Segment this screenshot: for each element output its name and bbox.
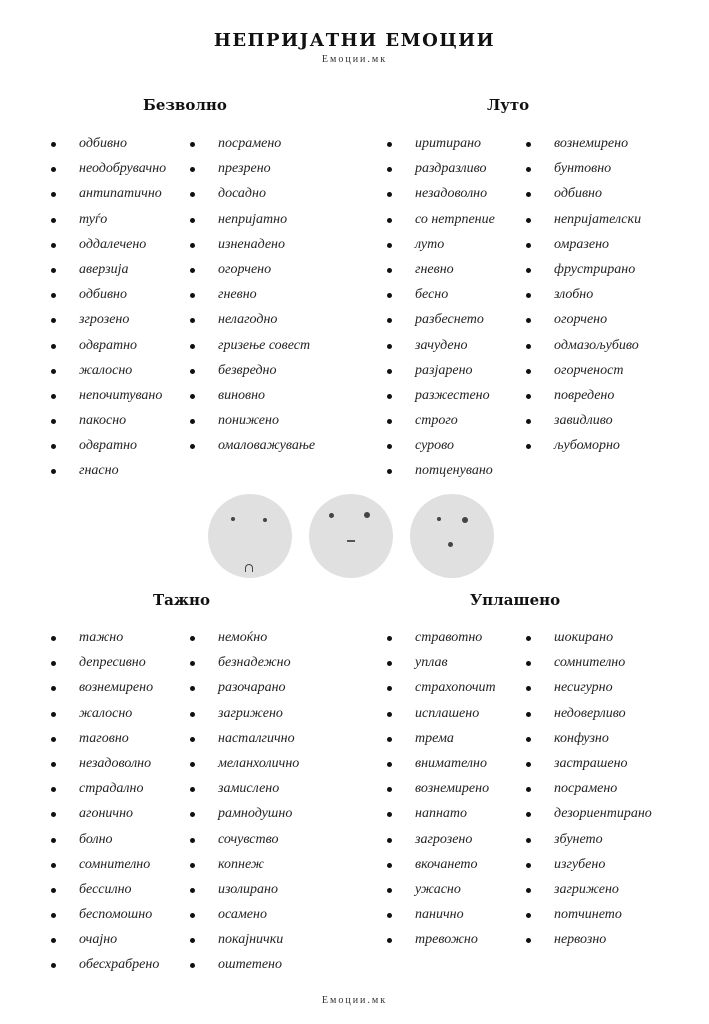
list-item: фрустрирано bbox=[526, 261, 641, 286]
list-item: оддалечено bbox=[51, 236, 166, 261]
list-item: пакосно bbox=[51, 412, 166, 437]
list-item: нелагодно bbox=[190, 311, 315, 336]
list-item: болно bbox=[51, 831, 159, 856]
list-item: стравотно bbox=[387, 629, 496, 654]
list-item: презрено bbox=[190, 160, 315, 185]
list-item: меланхолично bbox=[190, 755, 299, 780]
list-item: туѓо bbox=[51, 211, 166, 236]
list-item: разжестено bbox=[387, 387, 495, 412]
list-bezvolno-col2 bbox=[190, 135, 315, 462]
list-tazno-col2 bbox=[190, 629, 299, 982]
list-item: одмазољубиво bbox=[526, 337, 641, 362]
list-item: антипатично bbox=[51, 185, 166, 210]
list-item: злобно bbox=[526, 286, 641, 311]
section-title-luto: Луто bbox=[487, 96, 530, 114]
list-luto-col1 bbox=[387, 135, 495, 488]
list-item: тажно bbox=[51, 629, 159, 654]
list-item: шокирано bbox=[526, 629, 652, 654]
list-item: немоќно bbox=[190, 629, 299, 654]
list-item: одбивно bbox=[51, 286, 166, 311]
list-item: загрижено bbox=[190, 705, 299, 730]
list-item: вознемирено bbox=[387, 780, 496, 805]
list-item: зачудено bbox=[387, 337, 495, 362]
list-item: непријателски bbox=[526, 211, 641, 236]
list-item: раздразливо bbox=[387, 160, 495, 185]
list-item: збунето bbox=[526, 831, 652, 856]
list-item: разјарено bbox=[387, 362, 495, 387]
list-item: гневно bbox=[387, 261, 495, 286]
list-item: вкочането bbox=[387, 856, 496, 881]
list-item: непријатно bbox=[190, 211, 315, 236]
list-item: посрамено bbox=[526, 780, 652, 805]
list-item: жалосно bbox=[51, 705, 159, 730]
list-item: виновно bbox=[190, 387, 315, 412]
list-item: рамнодушно bbox=[190, 805, 299, 830]
list-item: посрамено bbox=[190, 135, 315, 160]
list-item: сомнително bbox=[51, 856, 159, 881]
list-item: осамено bbox=[190, 906, 299, 931]
list-item: сурово bbox=[387, 437, 495, 462]
list-item: разочарано bbox=[190, 679, 299, 704]
list-item: жалосно bbox=[51, 362, 166, 387]
list-luto-col2 bbox=[526, 135, 641, 462]
list-item: бесно bbox=[387, 286, 495, 311]
list-item: повредено bbox=[526, 387, 641, 412]
list-item: сочувство bbox=[190, 831, 299, 856]
list-item: страхопочит bbox=[387, 679, 496, 704]
list-uplaseno-col1 bbox=[387, 629, 496, 956]
list-item: изолирано bbox=[190, 881, 299, 906]
list-item: застрашено bbox=[526, 755, 652, 780]
page-title: НЕПРИЈАТНИ ЕМОЦИИ bbox=[213, 30, 496, 51]
list-tazno-col1 bbox=[51, 629, 159, 982]
list-item: сомнително bbox=[526, 654, 652, 679]
list-item: изгубено bbox=[526, 856, 652, 881]
list-item: панично bbox=[387, 906, 496, 931]
list-item: конфузно bbox=[526, 730, 652, 755]
list-item: незадоволно bbox=[387, 185, 495, 210]
list-uplaseno-col2 bbox=[526, 629, 652, 956]
list-item: огорчено bbox=[190, 261, 315, 286]
page-subtitle: Емоции.мк bbox=[321, 54, 388, 65]
list-item: незадоволно bbox=[51, 755, 159, 780]
section-title-tazno: Тажно bbox=[153, 591, 211, 609]
list-item: луто bbox=[387, 236, 495, 261]
list-item: огорченост bbox=[526, 362, 641, 387]
list-item: дезориентирано bbox=[526, 805, 652, 830]
list-item: безнадежно bbox=[190, 654, 299, 679]
neutral-face-icon bbox=[309, 494, 393, 578]
list-bezvolno-col1 bbox=[51, 135, 166, 488]
list-item: напнато bbox=[387, 805, 496, 830]
list-item: огорчено bbox=[526, 311, 641, 336]
list-item: одвратно bbox=[51, 337, 166, 362]
list-item: аверзија bbox=[51, 261, 166, 286]
list-item: бессилно bbox=[51, 881, 159, 906]
list-item: агонично bbox=[51, 805, 159, 830]
list-item: исплашено bbox=[387, 705, 496, 730]
list-item: беспомошно bbox=[51, 906, 159, 931]
list-item: внимателно bbox=[387, 755, 496, 780]
list-item: депресивно bbox=[51, 654, 159, 679]
list-item: завидливо bbox=[526, 412, 641, 437]
list-item: згрозено bbox=[51, 311, 166, 336]
list-item: оштетено bbox=[190, 956, 299, 981]
list-item: таговно bbox=[51, 730, 159, 755]
list-item: покајнички bbox=[190, 931, 299, 956]
list-item: љубоморно bbox=[526, 437, 641, 462]
list-item: уплав bbox=[387, 654, 496, 679]
section-title-bezvolno: Безволно bbox=[143, 96, 227, 114]
list-item: досадно bbox=[190, 185, 315, 210]
list-item: потчинето bbox=[526, 906, 652, 931]
list-item: трема bbox=[387, 730, 496, 755]
list-item: неодобрувачно bbox=[51, 160, 166, 185]
list-item: копнеж bbox=[190, 856, 299, 881]
list-item: недоверливо bbox=[526, 705, 652, 730]
list-item: гнасно bbox=[51, 462, 166, 487]
list-item: разбеснето bbox=[387, 311, 495, 336]
list-item: загрозено bbox=[387, 831, 496, 856]
sad-face-icon bbox=[208, 494, 292, 578]
list-item: гризење совест bbox=[190, 337, 315, 362]
list-item: со нетрпение bbox=[387, 211, 495, 236]
list-item: вознемирено bbox=[51, 679, 159, 704]
list-item: гневно bbox=[190, 286, 315, 311]
list-item: замислено bbox=[190, 780, 299, 805]
list-item: очајно bbox=[51, 931, 159, 956]
page-footer: Емоции.мк bbox=[321, 995, 388, 1006]
section-title-uplaseno: Уплашено bbox=[470, 591, 561, 609]
list-item: обесхрабрено bbox=[51, 956, 159, 981]
list-item: омаловажување bbox=[190, 437, 315, 462]
list-item: изненадено bbox=[190, 236, 315, 261]
list-item: тревожно bbox=[387, 931, 496, 956]
list-item: бунтовно bbox=[526, 160, 641, 185]
list-item: одвратно bbox=[51, 437, 166, 462]
list-item: иритирано bbox=[387, 135, 495, 160]
list-item: одбивно bbox=[526, 185, 641, 210]
list-item: омразено bbox=[526, 236, 641, 261]
list-item: понижено bbox=[190, 412, 315, 437]
list-item: несигурно bbox=[526, 679, 652, 704]
list-item: загрижено bbox=[526, 881, 652, 906]
list-item: ужасно bbox=[387, 881, 496, 906]
list-item: нервозно bbox=[526, 931, 652, 956]
list-item: безвредно bbox=[190, 362, 315, 387]
list-item: одбивно bbox=[51, 135, 166, 160]
list-item: потценувано bbox=[387, 462, 495, 487]
surprised-face-icon bbox=[410, 494, 494, 578]
list-item: страдално bbox=[51, 780, 159, 805]
list-item: непочитувано bbox=[51, 387, 166, 412]
list-item: строго bbox=[387, 412, 495, 437]
list-item: вознемирено bbox=[526, 135, 641, 160]
list-item: насталгично bbox=[190, 730, 299, 755]
